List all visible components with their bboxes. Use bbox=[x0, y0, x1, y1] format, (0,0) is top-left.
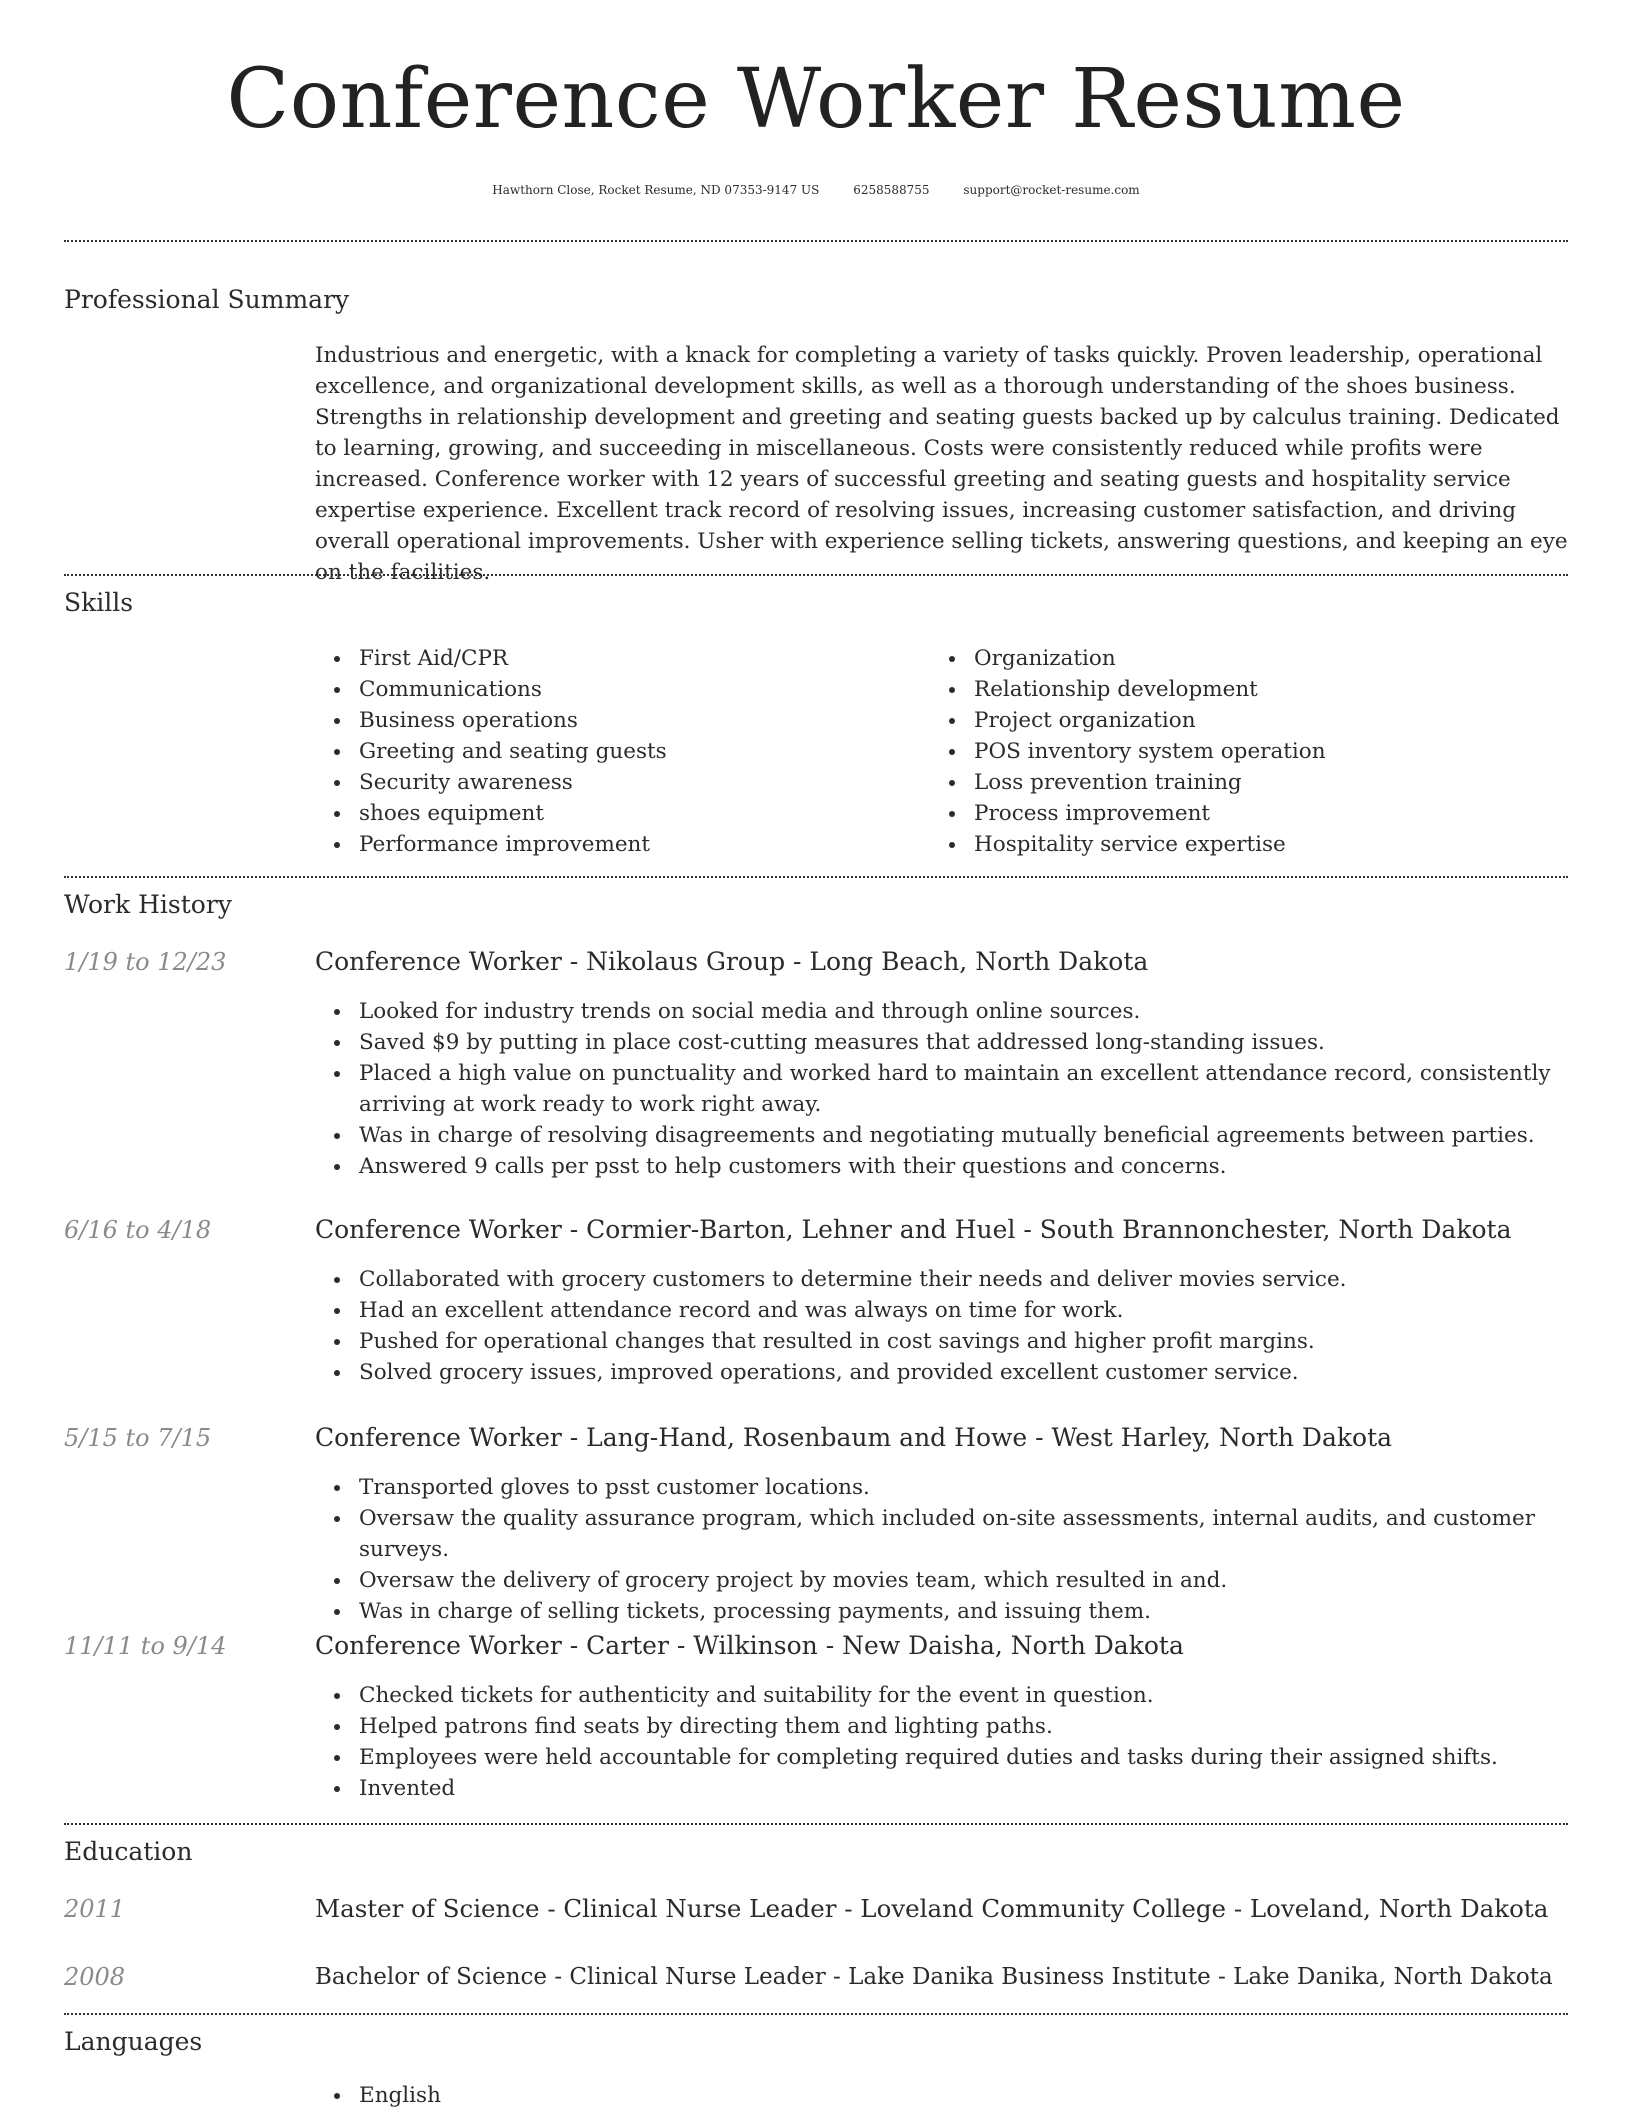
section-title-summary: Professional Summary bbox=[64, 285, 350, 314]
list-item: Was in charge of resolving disagreements and negotiating mutually beneficial agreements between parties. bbox=[315, 1120, 1573, 1151]
job-bullets bbox=[315, 1680, 1573, 1804]
list-item: Pushed for operational changes that resulted in cost savings and higher profit margins. bbox=[315, 1326, 1573, 1357]
address: Hawthorn Close, Rocket Resume, ND 07353-9147 US bbox=[492, 183, 820, 197]
skills-list-right bbox=[930, 643, 1326, 860]
skill-item: Organization bbox=[930, 643, 1326, 674]
list-item: Collaborated with grocery customers to determine their needs and deliver movies service. bbox=[315, 1264, 1573, 1295]
list-item: Oversaw the delivery of grocery project by movies team, which resulted in and. bbox=[315, 1565, 1573, 1596]
job-title: Conference Worker - Nikolaus Group - Long Beach, North Dakota bbox=[315, 947, 1149, 976]
skill-item: Relationship development bbox=[930, 674, 1326, 705]
list-item: Checked tickets for authenticity and suitability for the event in question. bbox=[315, 1680, 1573, 1711]
list-item: Transported gloves to psst customer locations. bbox=[315, 1472, 1573, 1503]
list-item: Employees were held accountable for completing required duties and tasks during their assigned shifts. bbox=[315, 1742, 1573, 1773]
skills-list-left bbox=[315, 643, 667, 860]
phone: 6258588755 bbox=[853, 183, 930, 197]
job-title: Conference Worker - Carter - Wilkinson - New Daisha, North Dakota bbox=[315, 1631, 1184, 1660]
education-year: 2011 bbox=[64, 1895, 126, 1923]
skill-item: shoes equipment bbox=[315, 798, 667, 829]
skill-item: Greeting and seating guests bbox=[315, 736, 667, 767]
list-item: Had an excellent attendance record and was always on time for work. bbox=[315, 1295, 1573, 1326]
divider bbox=[64, 574, 1568, 576]
divider bbox=[64, 2013, 1568, 2015]
list-item: Looked for industry trends on social media and through online sources. bbox=[315, 996, 1573, 1027]
list-item: Saved $9 by putting in place cost-cutting measures that addressed long-standing issues. bbox=[315, 1027, 1573, 1058]
email: support@rocket-resume.com bbox=[963, 183, 1140, 197]
list-item: Answered 9 calls per psst to help customers with their questions and concerns. bbox=[315, 1151, 1573, 1182]
job-bullets bbox=[315, 1472, 1573, 1627]
section-title-education: Education bbox=[64, 1837, 193, 1866]
job-title: Conference Worker - Lang-Hand, Rosenbaum and Howe - West Harley, North Dakota bbox=[315, 1423, 1393, 1452]
education-year: 2008 bbox=[64, 1963, 126, 1991]
skill-item: Communications bbox=[315, 674, 667, 705]
list-item: Helped patrons find seats by directing them and lighting paths. bbox=[315, 1711, 1573, 1742]
divider bbox=[64, 876, 1568, 878]
divider bbox=[64, 1823, 1568, 1825]
list-item: Placed a high value on punctuality and worked hard to maintain an excellent attendance record, consistently arriving at work ready to work right away. bbox=[315, 1058, 1573, 1120]
contact-line bbox=[0, 170, 1632, 210]
section-title-languages: Languages bbox=[64, 2027, 203, 2056]
skill-item: Loss prevention training bbox=[930, 767, 1326, 798]
list-item: Solved grocery issues, improved operations, and provided excellent customer service. bbox=[315, 1357, 1573, 1388]
list-item: Invented bbox=[315, 1773, 1573, 1804]
job-dates: 6/16 to 4/18 bbox=[64, 1216, 212, 1244]
education-degree: Master of Science - Clinical Nurse Leader - Loveland Community College - Loveland, North Dakota bbox=[315, 1894, 1549, 1923]
job-dates: 11/11 to 9/14 bbox=[64, 1632, 227, 1660]
divider bbox=[64, 240, 1568, 242]
list-item: Was in charge of selling tickets, processing payments, and issuing them. bbox=[315, 1596, 1573, 1627]
job-title: Conference Worker - Cormier-Barton, Lehner and Huel - South Brannonchester, North Dakota bbox=[315, 1215, 1512, 1244]
job-bullets bbox=[315, 1264, 1573, 1388]
skill-item: Business operations bbox=[315, 705, 667, 736]
summary-text: Industrious and energetic, with a knack for completing a variety of tasks quickly. Proven leadership, operational excellence, and organizational development skills, as well as a thorough understanding of the shoes business. Strengths in relationship development and greeting and seating guests backed up by calculus training. Dedicated to learning, growing, and succeeding in miscellaneous. Costs were consistently reduced while profits were increased. Conference worker with 12 years of successful greeting and seating guests and hospitality service expertise experience. Excellent track record of resolving issues, increasing customer satisfaction, and driving overall operational improvements. Usher with experience selling tickets, answering questions, and keeping an eye on the facilities. bbox=[315, 343, 1568, 585]
job-dates: 1/19 to 12/23 bbox=[64, 948, 227, 976]
skill-item: Project organization bbox=[930, 705, 1326, 736]
section-title-skills: Skills bbox=[64, 588, 134, 617]
skill-item: Security awareness bbox=[315, 767, 667, 798]
languages-list bbox=[315, 2080, 1573, 2111]
skill-item: Process improvement bbox=[930, 798, 1326, 829]
list-item: Oversaw the quality assurance program, which included on-site assessments, internal audits, and customer surveys. bbox=[315, 1503, 1573, 1565]
language-item: English bbox=[315, 2080, 1573, 2111]
job-dates: 5/15 to 7/15 bbox=[64, 1424, 212, 1452]
job-bullets bbox=[315, 996, 1573, 1182]
resume-title: Conference Worker Resume bbox=[226, 52, 1406, 147]
skill-item: Performance improvement bbox=[315, 829, 667, 860]
education-degree: Bachelor of Science - Clinical Nurse Leader - Lake Danika Business Institute - Lake Danika, North Dakota bbox=[315, 1964, 1553, 1990]
section-title-work: Work History bbox=[64, 890, 232, 919]
skill-item: Hospitality service expertise bbox=[930, 829, 1326, 860]
skill-item: First Aid/CPR bbox=[315, 643, 667, 674]
skill-item: POS inventory system operation bbox=[930, 736, 1326, 767]
